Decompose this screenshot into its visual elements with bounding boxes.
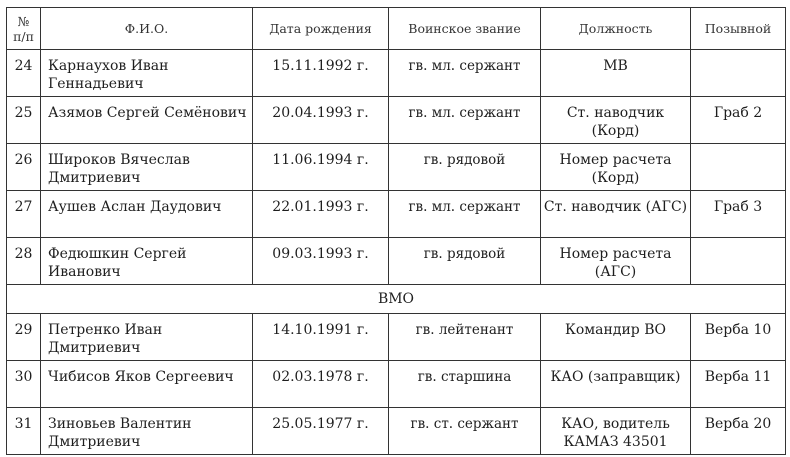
row-birth-date: 09.03.1993 г. <box>253 238 389 285</box>
row-birth-date: 25.05.1977 г. <box>253 408 389 455</box>
row-birth-date: 02.03.1978 г. <box>253 361 389 408</box>
header-number-symbol: № <box>17 13 30 29</box>
row-callsign: Верба 11 <box>691 361 786 408</box>
table-row <box>7 314 786 361</box>
row-callsign: Граб 2 <box>691 97 786 144</box>
row-number: 28 <box>7 238 41 285</box>
row-position: КАО (заправщик) <box>541 361 691 408</box>
row-number: 30 <box>7 361 41 408</box>
row-position: КАО, водитель КАМАЗ 43501 <box>541 408 691 455</box>
row-rank: гв. мл. сержант <box>389 97 541 144</box>
table-row <box>7 50 786 97</box>
row-rank: гв. рядовой <box>389 238 541 285</box>
row-rank: гв. лейтенант <box>389 314 541 361</box>
row-rank: гв. старшина <box>389 361 541 408</box>
row-name: Федюшкин Сергей Иванович <box>41 238 253 285</box>
table-row <box>7 408 786 455</box>
header-name: Ф.И.О. <box>41 8 253 50</box>
personnel-table <box>6 7 786 455</box>
table-row <box>7 238 786 285</box>
row-position: Ст. наводчик (АГС) <box>541 191 691 238</box>
row-callsign: Граб 3 <box>691 191 786 238</box>
row-number: 25 <box>7 97 41 144</box>
row-position: МВ <box>541 50 691 97</box>
row-name: Азямов Сергей Семёнович <box>41 97 253 144</box>
row-rank: гв. ст. сержант <box>389 408 541 455</box>
row-name: Чибисов Яков Сергеевич <box>41 361 253 408</box>
row-name: Зиновьев Валентин Дмитриевич <box>41 408 253 455</box>
row-callsign: Верба 20 <box>691 408 786 455</box>
table-row <box>7 97 786 144</box>
row-rank: гв. мл. сержант <box>389 191 541 238</box>
row-number: 24 <box>7 50 41 97</box>
row-birth-date: 22.01.1993 г. <box>253 191 389 238</box>
table-header-row <box>7 8 786 50</box>
row-position: Номер расчета (АГС) <box>541 238 691 285</box>
header-number-label: п/п <box>13 28 34 44</box>
row-birth-date: 15.11.1992 г. <box>253 50 389 97</box>
row-callsign: Верба 10 <box>691 314 786 361</box>
row-callsign <box>691 144 786 191</box>
row-number: 26 <box>7 144 41 191</box>
row-birth-date: 14.10.1991 г. <box>253 314 389 361</box>
section-label: ВМО <box>7 285 786 314</box>
row-name: Карнаухов Иван Геннадьевич <box>41 50 253 97</box>
table-row <box>7 361 786 408</box>
header-rank: Воинское звание <box>389 8 541 50</box>
row-birth-date: 11.06.1994 г. <box>253 144 389 191</box>
row-birth-date: 20.04.1993 г. <box>253 97 389 144</box>
header-callsign: Позывной <box>691 8 786 50</box>
row-name: Широков Вячеслав Дмитриевич <box>41 144 253 191</box>
table-row <box>7 144 786 191</box>
row-rank: гв. рядовой <box>389 144 541 191</box>
row-name: Аушев Аслан Даудович <box>41 191 253 238</box>
table-row <box>7 191 786 238</box>
row-number: 31 <box>7 408 41 455</box>
row-callsign <box>691 238 786 285</box>
header-position: Должность <box>541 8 691 50</box>
header-birth-date: Дата рождения <box>253 8 389 50</box>
section-header-row <box>7 285 786 314</box>
row-position: Ст. наводчик (Корд) <box>541 97 691 144</box>
header-number <box>7 8 41 50</box>
row-position: Командир ВО <box>541 314 691 361</box>
row-number: 29 <box>7 314 41 361</box>
row-callsign <box>691 50 786 97</box>
row-position: Номер расчета (Корд) <box>541 144 691 191</box>
row-number: 27 <box>7 191 41 238</box>
row-rank: гв. мл. сержант <box>389 50 541 97</box>
row-name: Петренко Иван Дмитриевич <box>41 314 253 361</box>
